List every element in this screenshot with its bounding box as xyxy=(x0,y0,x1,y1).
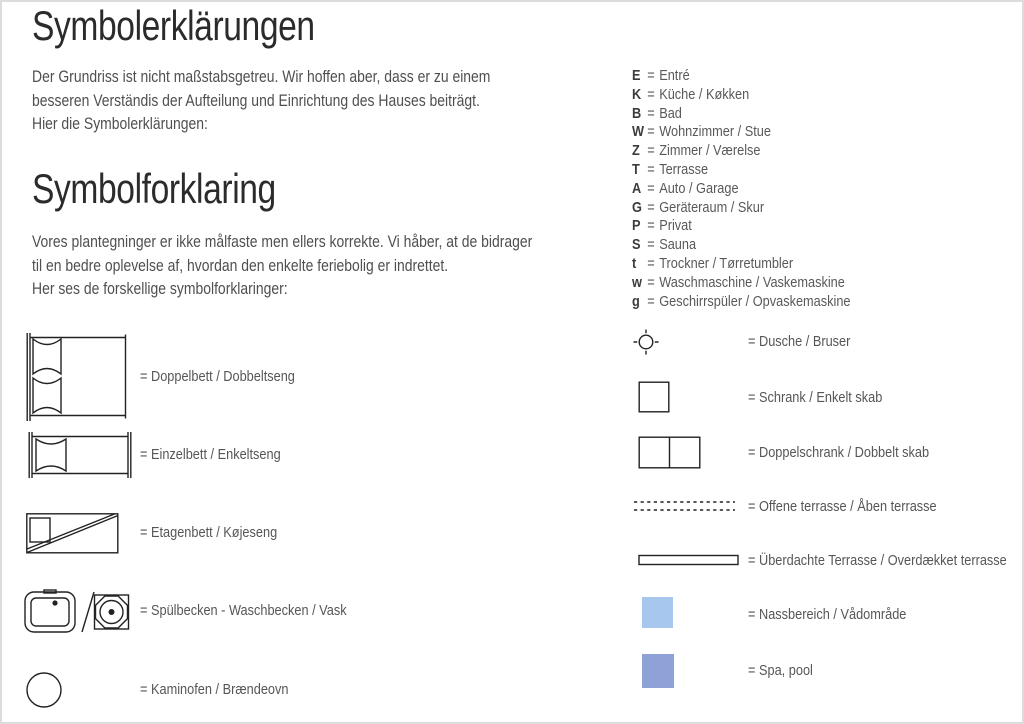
room-code-letter: A xyxy=(632,179,642,197)
spa-pool-icon xyxy=(642,654,674,688)
equals-sign: = xyxy=(647,142,655,160)
room-code-row xyxy=(632,199,851,218)
equals-sign: = xyxy=(647,104,655,122)
single-bed-label: = Einzelbett / Enkeltseng xyxy=(140,446,281,463)
equals-sign: = xyxy=(647,160,655,178)
room-code-meaning: Trockner / Tørretumbler xyxy=(659,254,794,272)
wood-stove-icon xyxy=(25,671,63,709)
room-code-letter: Z xyxy=(632,142,640,160)
room-code-row xyxy=(632,123,851,142)
equals-sign: = xyxy=(647,254,655,272)
room-code-meaning: Terrasse xyxy=(659,160,709,178)
open-terrace-icon xyxy=(632,499,736,515)
double-cabinet-label: = Doppelschrank / Dobbelt skab xyxy=(748,444,930,461)
room-code-letter: K xyxy=(632,85,642,103)
room-code-meaning: Geräteraum / Skur xyxy=(659,198,765,216)
room-code-row xyxy=(632,86,851,105)
bunk-bed-label: = Etagenbett / Køjeseng xyxy=(140,524,278,541)
room-code-letter: P xyxy=(632,217,641,235)
equals-sign: = xyxy=(647,123,655,141)
intro-german xyxy=(32,65,591,136)
equals-sign: = xyxy=(647,236,655,254)
double-bed-icon xyxy=(26,333,130,421)
double-cabinet-icon xyxy=(638,436,701,469)
room-code-row xyxy=(632,236,851,255)
room-code-meaning: Geschirrspüler / Opvaskemaskine xyxy=(659,292,851,310)
room-code-meaning: Zimmer / Værelse xyxy=(659,142,761,160)
room-code-row xyxy=(632,180,851,199)
room-code-meaning: Wohnzimmer / Stue xyxy=(659,123,771,141)
intro-danish-line: Vores plantegninger er ikke målfaste men ellers korrekte. Vi håber, at de bidrager xyxy=(32,232,533,251)
room-code-row xyxy=(632,274,851,293)
intro-german-line: Hier die Symbolerklärungen: xyxy=(32,114,208,133)
intro-german-line: besseren Verständis der Aufteilung und Einrichtung des Hauses beiträgt. xyxy=(32,90,480,110)
intro-danish xyxy=(32,230,642,301)
intro-danish-line: Her ses de forskellige symbolforklaringer: xyxy=(32,279,288,298)
equals-sign: = xyxy=(647,273,655,291)
room-code-list xyxy=(632,67,889,311)
single-cabinet-icon xyxy=(638,381,670,413)
covered-terrace-icon xyxy=(638,554,740,567)
room-code-letter: g xyxy=(632,292,640,310)
single-cabinet-label: = Schrank / Enkelt skab xyxy=(748,389,883,406)
room-code-meaning: Entré xyxy=(659,67,690,84)
equals-sign: = xyxy=(647,67,655,84)
room-code-row xyxy=(632,255,851,274)
equals-sign: = xyxy=(647,179,655,197)
room-code-row xyxy=(632,142,851,161)
room-code-letter: W xyxy=(632,123,645,141)
sink-washbasin-label: = Spülbecken - Waschbecken / Vask xyxy=(140,602,347,619)
equals-sign: = xyxy=(647,198,655,216)
room-code-letter: B xyxy=(632,104,642,122)
spa-pool-label: = Spa, pool xyxy=(748,662,813,679)
page-title-danish: Symbolforklaring xyxy=(32,165,276,212)
shower-icon xyxy=(633,329,659,355)
equals-sign: = xyxy=(647,217,655,235)
room-code-meaning: Bad xyxy=(659,104,682,122)
room-code-meaning: Privat xyxy=(659,217,692,235)
room-code-letter: T xyxy=(632,160,640,178)
wet-area-icon xyxy=(642,597,673,628)
room-code-meaning: Sauna xyxy=(659,236,697,254)
equals-sign: = xyxy=(647,85,655,103)
room-code-meaning: Auto / Garage xyxy=(659,179,739,197)
double-bed-label: = Doppelbett / Dobbeltseng xyxy=(140,368,295,385)
shower-label: = Dusche / Bruser xyxy=(748,333,851,350)
room-code-letter: t xyxy=(632,254,637,272)
covered-terrace-label: = Überdachte Terrasse / Overdækket terrasse xyxy=(748,552,1007,569)
room-code-letter: S xyxy=(632,236,641,254)
sink-washbasin-icon xyxy=(24,588,130,635)
room-code-letter: E xyxy=(632,67,641,84)
equals-sign: = xyxy=(647,292,655,310)
room-code-letter: G xyxy=(632,198,642,216)
wet-area-label: = Nassbereich / Vådområde xyxy=(748,606,907,623)
wood-stove-label: = Kaminofen / Brændeovn xyxy=(140,681,289,698)
room-code-meaning: Waschmaschine / Vaskemaskine xyxy=(659,273,845,291)
intro-german-line: Der Grundriss ist nicht maßstabsgetreu. Wir hoffen aber, dass er zu einem xyxy=(32,67,491,86)
room-code-row xyxy=(632,105,851,124)
page-title-german: Symbolerklärungen xyxy=(32,2,315,49)
room-code-row xyxy=(632,293,851,312)
room-code-letter: w xyxy=(632,273,642,291)
room-code-row xyxy=(632,217,851,236)
intro-danish-line: til en bedre oplevelse af, hvordan den enkelte feriebolig er indrettet. xyxy=(32,255,449,275)
single-bed-icon xyxy=(28,432,132,478)
room-code-row xyxy=(632,67,851,86)
open-terrace-label: = Offene terrasse / Åben terrasse xyxy=(748,498,937,515)
bunk-bed-icon xyxy=(26,513,119,554)
room-code-row xyxy=(632,161,851,180)
room-code-meaning: Küche / Køkken xyxy=(659,85,750,103)
